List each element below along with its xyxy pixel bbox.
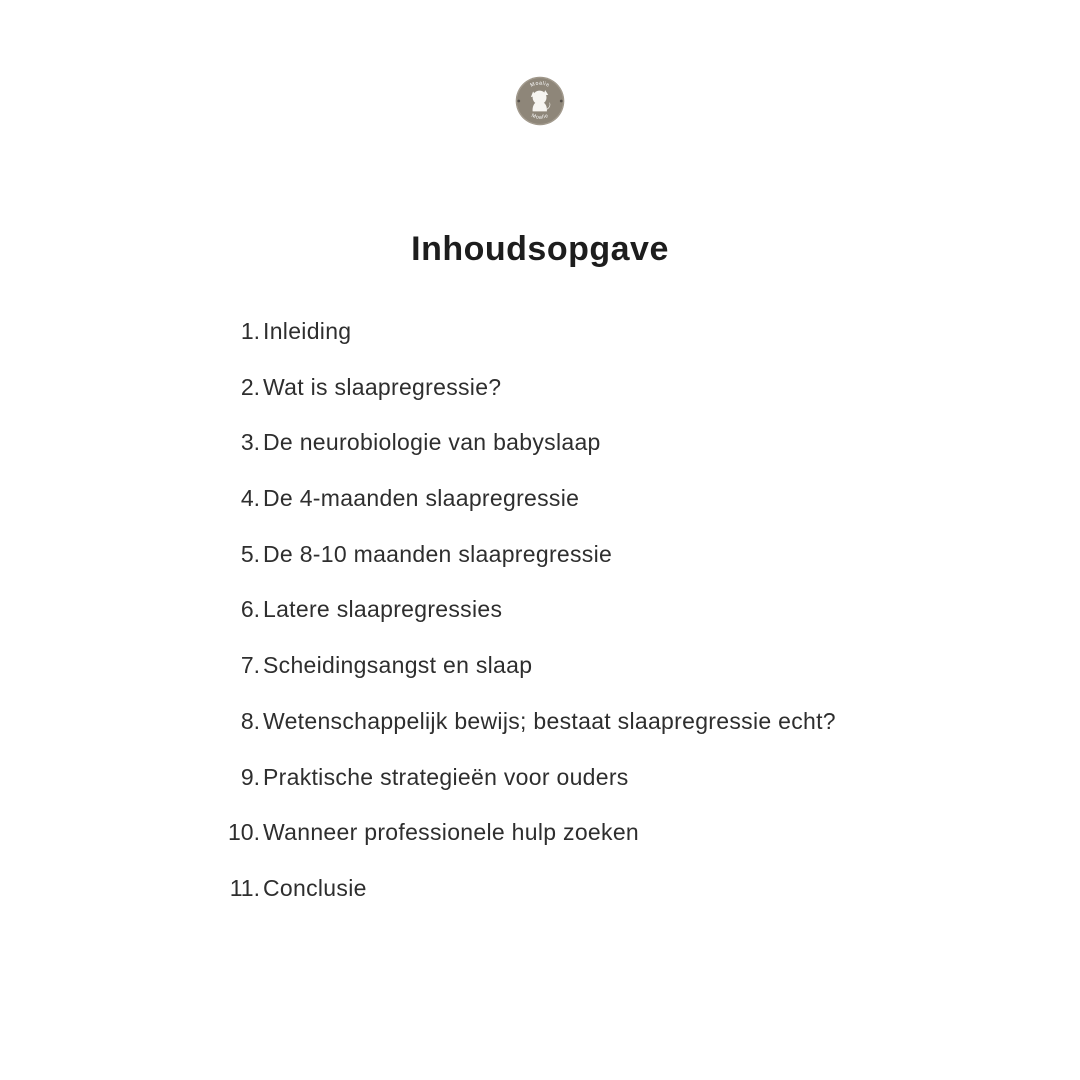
- toc-item-number: 2.: [240, 373, 260, 400]
- toc-item: [226, 875, 926, 901]
- toc-item: [226, 485, 926, 511]
- toc-item-label: Wetenschappelijk bewijs; bestaat slaapregressie echt?: [263, 707, 836, 734]
- toc-item-number: 7.: [240, 652, 260, 679]
- toc-item-number: 3.: [240, 429, 260, 456]
- badge-left-dot: [517, 100, 520, 103]
- toc-item: [226, 374, 926, 400]
- toc-item: [226, 596, 926, 622]
- toc-item-label: Inleiding: [263, 318, 352, 344]
- toc-item-label: De neurobiologie van babyslaap: [263, 429, 601, 456]
- toc-item-label: Conclusie: [263, 874, 367, 901]
- toc-item: [226, 819, 926, 845]
- toc-item: [226, 541, 926, 567]
- badge-text-bottom: Moalie: [530, 112, 550, 121]
- badge-right-dot: [560, 100, 563, 103]
- toc-item-label: De 4-maanden slaapregressie: [263, 485, 580, 512]
- toc-item-number: 4.: [240, 485, 260, 512]
- toc-item-label: Latere slaapregressies: [263, 596, 503, 623]
- toc-item: [226, 708, 926, 734]
- toc-item-label: Wanneer professionele hulp zoeken: [263, 819, 640, 846]
- toc-item: [226, 318, 926, 344]
- badge-text-top: Moalie: [529, 80, 551, 89]
- toc-item-number: 1.: [240, 318, 260, 344]
- toc-item: [226, 652, 926, 678]
- toc-item-number: 5.: [240, 540, 260, 567]
- page-title: Inhoudsopgave: [411, 229, 669, 268]
- toc-item-number: 6.: [240, 596, 260, 623]
- toc-list: [226, 318, 926, 931]
- toc-item-label: De 8-10 maanden slaapregressie: [263, 540, 613, 567]
- toc-item-label: Wat is slaapregressie?: [263, 373, 502, 400]
- toc-item-number: 8.: [240, 707, 260, 734]
- moalie-badge-icon: [514, 75, 566, 127]
- toc-item-number: 10.: [228, 819, 260, 846]
- toc-item-label: Scheidingsangst en slaap: [263, 652, 533, 679]
- brand-logo: [514, 75, 566, 127]
- toc-item-label: Praktische strategieën voor ouders: [263, 763, 629, 790]
- toc-item-number: 11.: [229, 874, 260, 901]
- toc-item: [226, 764, 926, 790]
- toc-item-number: 9.: [240, 763, 260, 790]
- toc-item: [226, 429, 926, 455]
